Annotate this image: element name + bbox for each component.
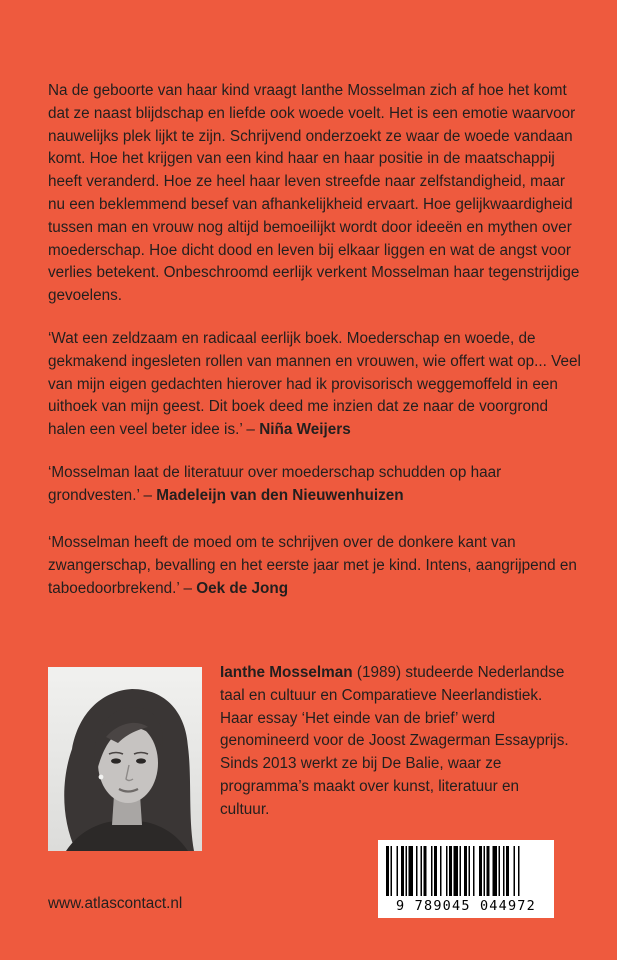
quote-text: ‘Mosselman laat de literatuur over moederschap schudden op haar grondvesten.’ – bbox=[48, 464, 502, 504]
quote-author: Niña Weijers bbox=[259, 421, 351, 439]
quote-text: ‘Mosselman heeft de moed om te schrijven over de donkere kant van zwangerschap, bevalling en het eerste jaar met je kind. Intens, aangrijpend en taboedoorbrekend.’ – bbox=[48, 534, 577, 597]
barcode-bar bbox=[506, 846, 509, 896]
barcode-bar bbox=[469, 846, 471, 896]
author-bio bbox=[220, 662, 570, 822]
barcode-bar bbox=[421, 846, 423, 896]
quote-author: Oek de Jong bbox=[196, 579, 289, 597]
barcode-bar bbox=[484, 846, 486, 896]
barcode-bar bbox=[493, 846, 498, 896]
author-name: Ianthe Mosselman bbox=[220, 664, 353, 681]
barcode-bar bbox=[431, 846, 433, 896]
barcode-bar bbox=[473, 846, 475, 896]
barcode-bar bbox=[449, 846, 452, 896]
barcode-bar bbox=[487, 846, 490, 896]
barcode-bar bbox=[434, 846, 437, 896]
author-photo bbox=[48, 667, 202, 851]
quote-text: ‘Wat een zeldzaam en radicaal eerlijk boek. Moederschap en woede, de gekmakend ingesleten rollen van mannen en vrouwen, wie offert wat op... Veel van mijn eigen gedachten hierover had ik provisorisch weggemoffeld in een uithoek van mijn geest. Dit boek deed me inzien dat ze naar de voorgrond halen een veel beter idee is.’ – bbox=[48, 330, 581, 439]
barcode-bar bbox=[406, 846, 408, 896]
author-portrait-icon bbox=[48, 667, 202, 851]
isbn-number: 9 789045 044972 bbox=[396, 898, 536, 914]
barcode-bar bbox=[440, 846, 442, 896]
barcode-bar bbox=[454, 846, 459, 896]
barcode-bar bbox=[446, 846, 448, 896]
barcode-bar bbox=[391, 846, 393, 896]
barcode-bar bbox=[424, 846, 427, 896]
barcode-bar bbox=[401, 846, 404, 896]
publisher-website: www.atlascontact.nl bbox=[48, 895, 183, 912]
barcode-bar bbox=[386, 846, 389, 896]
review-quote bbox=[48, 328, 583, 442]
author-bio-text: (1989) studeerde Nederlandse taal en cultuur en Comparatieve Neerlandistiek. Haar essay ‘Het einde van de brief’ werd genomineerd voor de Joost Zwagerman Essayprijs. Sinds 2013 werkt ze bij De Balie, waar ze programma’s maakt over kunst, literatuur en cultuur. bbox=[220, 664, 569, 818]
barcode-bar bbox=[397, 846, 399, 896]
review-quote bbox=[48, 462, 583, 508]
barcode-bar bbox=[464, 846, 467, 896]
barcode-bar bbox=[460, 846, 462, 896]
barcode-bar bbox=[514, 846, 516, 896]
barcode-bar bbox=[499, 846, 501, 896]
back-cover-blurb: Na de geboorte van haar kind vraagt Ianthe Mosselman zich af hoe het komt dat ze naast blijdschap en liefde ook woede voelt. Het is een emotie waarvoor nauwelijks plek lijkt te zijn. Schrijvend onderzoekt ze waar de woede vandaan komt. Hoe het krijgen van een kind haar en haar positie in de maatschappij heeft veranderd. Hoe ze heel haar leven streefde naar zelfstandigheid, maar nu een beklemmend besef van afhankelijkheid ervaart. Hoe gelijkwaardigheid tussen man en vrouw nog altijd bemoeilijkt wordt door ideeën en mythen over moederschap. Hoe dicht dood en leven bij elkaar liggen en wat de angst voor verlies betekent. Onbeschroomd eerlijk verkent Mosselman haar tegenstrijdige gevoelens. bbox=[48, 82, 580, 305]
barcode-bar bbox=[503, 846, 505, 896]
quote-author: Madeleijn van den Nieuwenhuizen bbox=[156, 486, 404, 504]
barcode-bar bbox=[416, 846, 418, 896]
review-quote bbox=[48, 532, 583, 600]
barcode-bar bbox=[479, 846, 482, 896]
barcode-bar bbox=[518, 846, 520, 896]
isbn-barcode bbox=[378, 840, 554, 918]
barcode-bar bbox=[409, 846, 414, 896]
